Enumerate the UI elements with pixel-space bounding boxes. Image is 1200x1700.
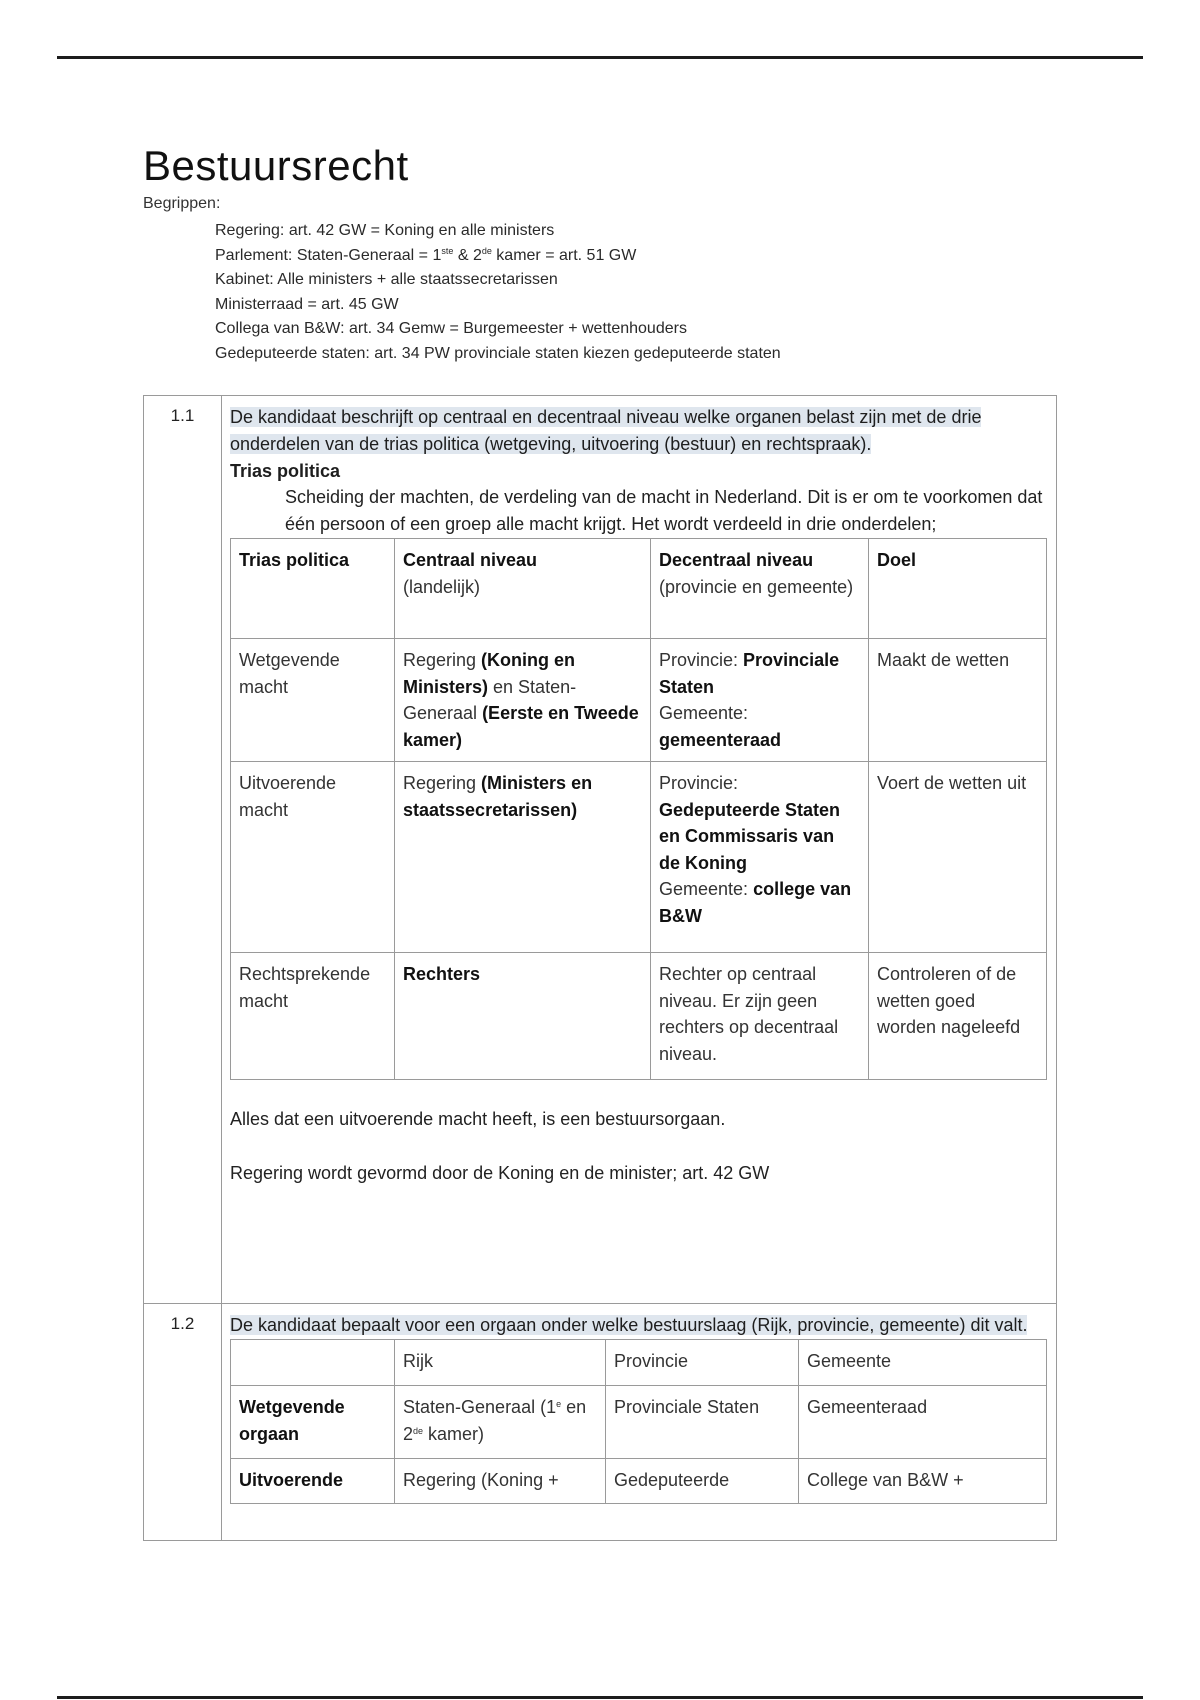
trias-politica-table [230,538,1047,1080]
decentral-cell: Provincie: Provinciale Staten Gemeente: gemeenteraad [651,639,869,762]
header-cell: Trias politica [231,539,395,639]
decentral-cell: Rechter op centraal niveau. Er zijn geen rechters op decentraal niveau. [651,953,869,1080]
begrip-item: Collega van B&W: art. 34 Gemw = Burgemeester + wettenhouders [215,320,687,337]
row-label: Wetgevende orgaan [231,1386,395,1459]
table-header-row [231,1340,1047,1386]
page-bottom-rule [57,1696,1143,1699]
rijk-cell: Regering (Koning + [395,1459,606,1504]
provincie-cell: Provinciale Staten [606,1386,799,1459]
objective-body [222,1304,1056,1540]
begrippen-list [215,219,781,366]
central-cell: Rechters [395,953,651,1080]
power-cell: Wetgevende macht [231,639,395,762]
subheading: Trias politica [230,461,341,481]
provincie-cell: Gedeputeerde [606,1459,799,1504]
header-cell: Gemeente [799,1340,1047,1386]
document-title: Bestuursrecht [143,142,409,189]
learning-objectives-table [143,395,1057,1541]
objective-text: De kandidaat beschrijft op centraal en decentraal niveau welke organen belast zijn met de drie onderdelen van de trias politica (wetgeving, uitvoering (bestuur) en rechtspraak). [230,407,982,454]
power-cell: Rechtsprekende macht [231,953,395,1080]
header-cell [231,1340,395,1386]
begrip-item: Regering: art. 42 GW = Koning en alle ministers [215,222,555,239]
central-cell: Regering (Koning en Ministers) en Staten-Generaal (Eerste en Tweede kamer) [395,639,651,762]
row-label: Uitvoerende [231,1459,395,1504]
rijk-cell: Staten-Generaal (1e en 2de kamer) [395,1386,606,1459]
goal-cell: Voert de wetten uit [869,762,1047,953]
goal-cell: Controleren of de wetten goed worden nageleefd [869,953,1047,1080]
table-row [231,762,1047,953]
table-row [231,1386,1047,1459]
begrip-item: Kabinet: Alle ministers + alle staatssecretarissen [215,271,558,288]
paragraph: Scheiding der machten, de verdeling van de macht in Nederland. Dit is er om te voorkomen dat één persoon of een groep alle macht krijgt. Het wordt verdeeld in drie onderdelen; [285,487,1043,534]
header-cell: Doel [869,539,1047,639]
table-row [231,953,1047,1080]
header-cell: Centraal niveau (landelijk) [395,539,651,639]
gemeente-cell: Gemeenteraad [799,1386,1047,1459]
note: Alles dat een uitvoerende macht heeft, is een bestuursorgaan. [230,1109,726,1129]
central-cell: Regering (Ministers en staatssecretarissen) [395,762,651,953]
decentral-cell: Provincie: Gedeputeerde Staten en Commissaris van de Koning Gemeente: college van B&W [651,762,869,953]
objective-number: 1.2 [144,1304,222,1540]
objective-number: 1.1 [144,396,222,1303]
header-cell: Rijk [395,1340,606,1386]
objective-row-1-2 [144,1303,1056,1540]
header-cell: Provincie [606,1340,799,1386]
begrippen-label: Begrippen: [143,195,221,212]
gemeente-cell: College van B&W + [799,1459,1047,1504]
begrip-item: Parlement: Staten-Generaal = 1ste & 2de kamer = art. 51 GW [215,245,637,264]
goal-cell: Maakt de wetten [869,639,1047,762]
objective-row-1-1 [144,396,1056,1303]
power-cell: Uitvoerende macht [231,762,395,953]
begrip-item: Gedeputeerde staten: art. 34 PW provinciale staten kiezen gedeputeerde staten [215,344,781,362]
bestuurslaag-table [230,1339,1047,1504]
page-top-rule [57,56,1143,59]
begrip-item: Ministerraad = art. 45 GW [215,295,399,313]
header-cell: Decentraal niveau (provincie en gemeente) [651,539,869,639]
objective-body [222,396,1056,1303]
note: Regering wordt gevormd door de Koning en de minister; art. 42 GW [230,1163,770,1183]
table-row [231,639,1047,762]
table-row [231,1459,1047,1504]
table-header-row [231,539,1047,639]
objective-text: De kandidaat bepaalt voor een orgaan onder welke bestuurslaag (Rijk, provincie, gemeente) dit valt. [230,1315,1028,1335]
